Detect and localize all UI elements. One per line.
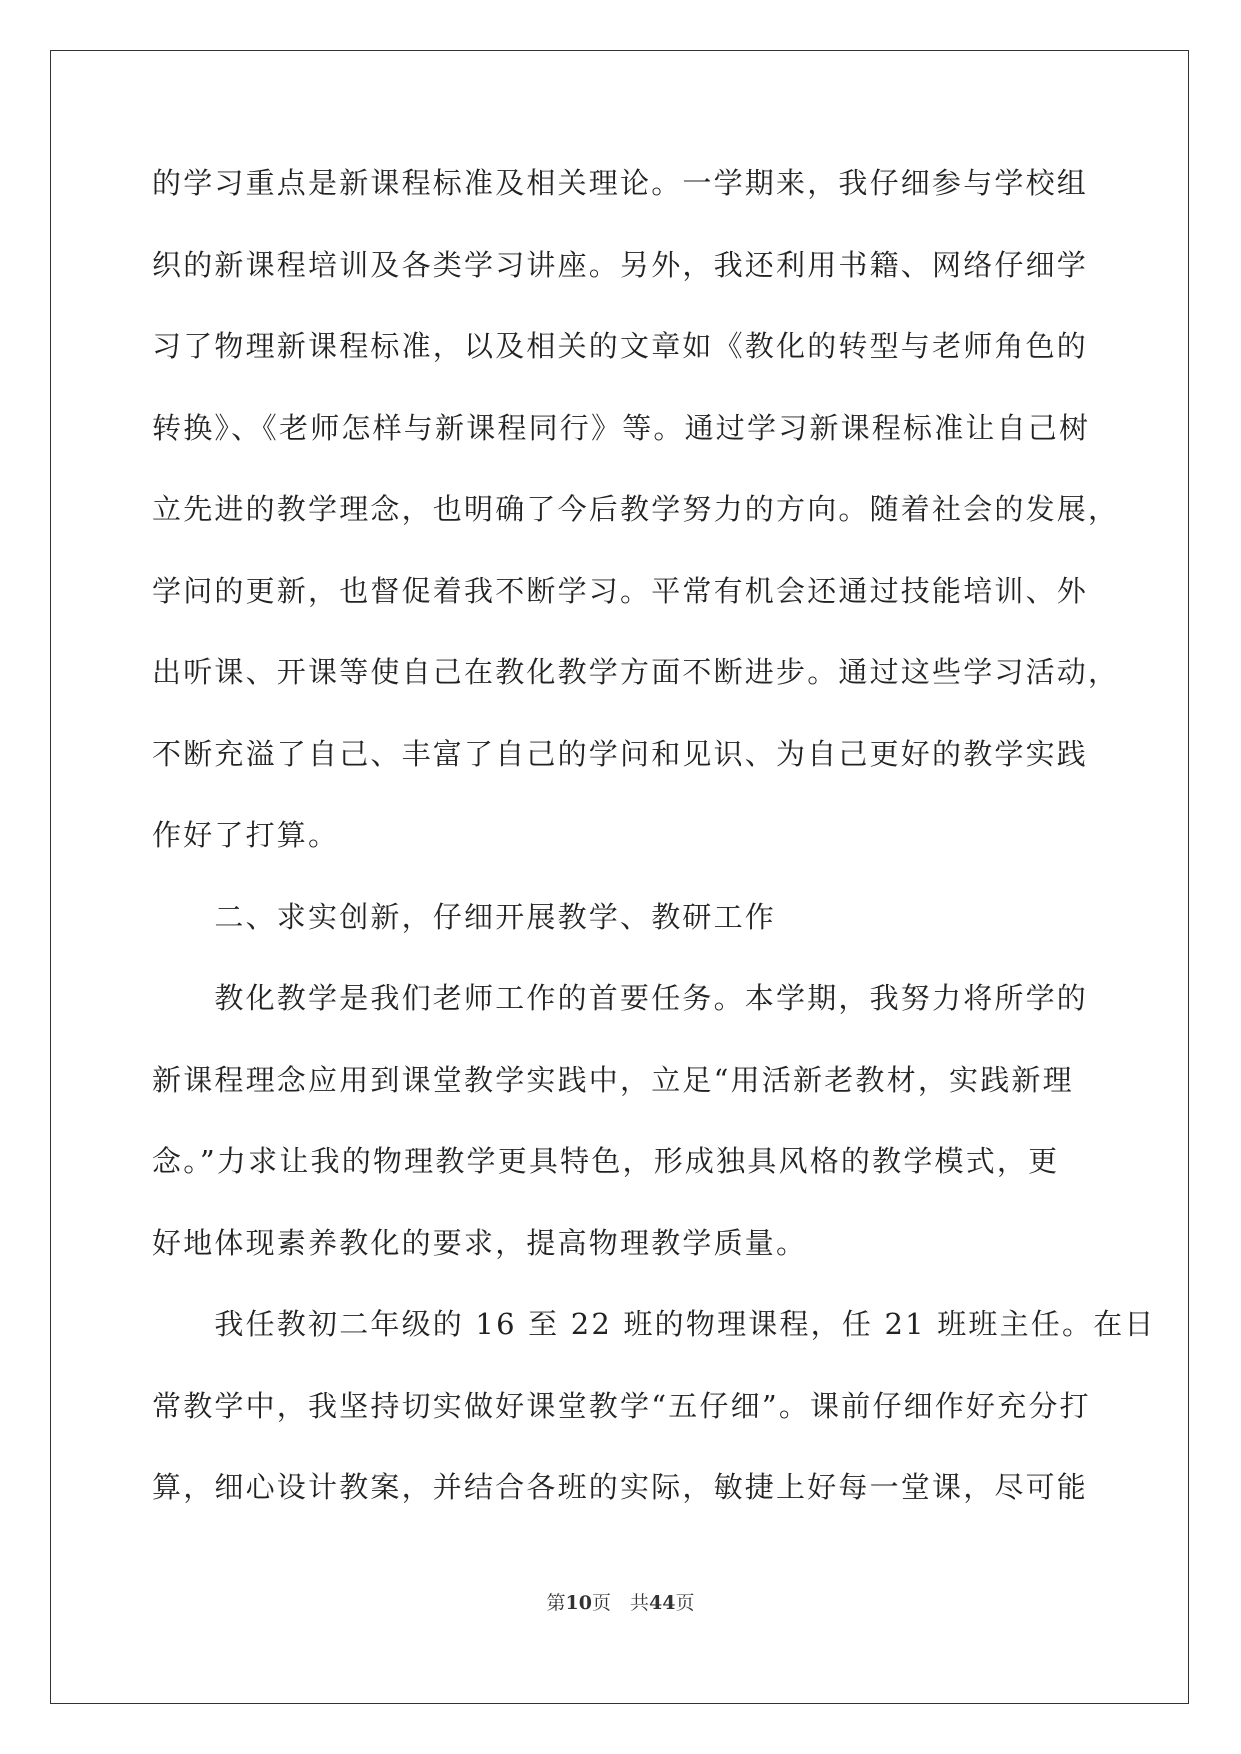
text-line: 转换》、《老师怎样与新课程同行》等。通过学习新课程标准让自己树 [152,410,1091,445]
footer-prefix: 第 [546,1592,566,1614]
document-body [152,158,1156,1544]
page-footer [0,1588,1241,1615]
footer-suffix: 页 [675,1592,695,1614]
text-line: 我任教初二年级的 16 至 22 班的物理课程，任 21 班班主任。在日 [152,1307,1156,1341]
text-line: 出听课、开课等使自己在教化教学方面不断进步。通过这些学习活动， [152,655,1120,689]
text-line: 学问的更新，也督促着我不断学习。平常有机会还通过技能培训、外 [152,573,1089,608]
text-line: 不断充溢了自己、丰富了自己的学问和见识、为自己更好的教学实践 [152,736,1089,771]
section-heading: 二、求实创新，仔细开展教学、教研工作 [152,899,777,934]
text-line: 教化教学是我们老师工作的首要任务。本学期，我努力将所学的 [152,981,1089,1015]
text-line: 的学习重点是新课程标准及相关理论。一学期来，我仔细参与学校组 [152,166,1089,200]
footer-mid: 页 共 [591,1592,649,1614]
text-line: 念。”力求让我的物理教学更具特色，形成独具风格的教学模式，更 [152,1144,1060,1178]
text-line: 新课程理念应用到课堂教学实践中，立足“用活新老教材，实践新理 [152,1062,1074,1097]
text-line: 立先进的教学理念，也明确了今后教学努力的方向。随着社会的发展， [152,492,1120,526]
text-line: 常教学中，我坚持切实做好课堂教学“五仔细”。课前仔细作好充分打 [152,1388,1091,1423]
total-page-count: 44 [649,1592,676,1614]
text-line: 习了物理新课程标准，以及相关的文章如《教化的转型与老师角色的 [152,329,1089,363]
text-line: 算，细心设计教案，并结合各班的实际，敏捷上好每一堂课，尽可能 [152,1470,1089,1504]
text-line: 织的新课程培训及各类学习讲座。另外，我还利用书籍、网络仔细学 [152,247,1089,282]
text-line: 好地体现素养教化的要求，提高物理教学质量。 [152,1225,808,1260]
text-line: 作好了打算。 [152,818,340,852]
current-page-number: 10 [565,1592,592,1614]
